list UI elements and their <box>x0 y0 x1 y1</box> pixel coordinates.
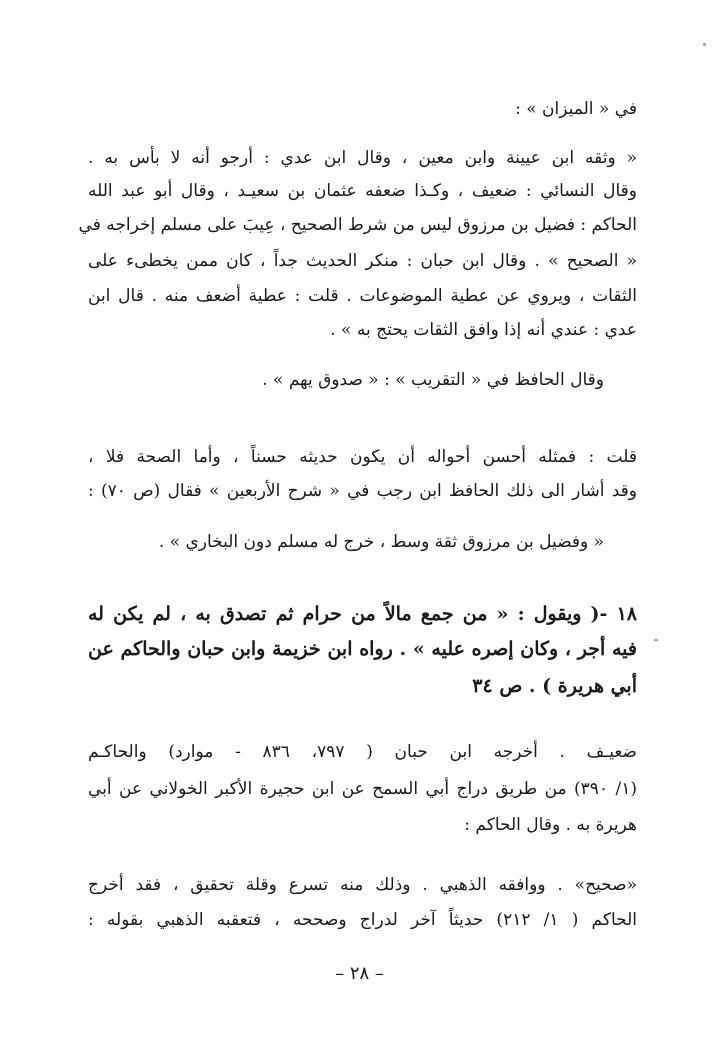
scan-speck-mark-2 <box>654 639 658 641</box>
text-line-5: « الصحيح » . وقال ابن حبان : منكر الحديث جداً ، كان ممن يخطىء على <box>88 251 637 271</box>
text-line-7: عدي : عندي أنه إذا وافق الثقات يحتج به » . <box>330 320 637 340</box>
text-line-12: ١٨ -( ويقول : « من جمع مالاً من حرام ثم تصدق به ، لم يكن له <box>88 603 637 625</box>
text-line-10: وقد أشار الى ذلك الحافظ ابن رجب في « شرح الأربعين » فقال (ص ٧٠) : <box>88 481 637 501</box>
text-line-2: « وثقه ابن عيينة وابن معين ، وقال ابن عدي : أرجو أنه لا بأس به . <box>88 148 637 168</box>
text-line-1: في « الميزان » : <box>515 99 637 119</box>
text-line-17: هريرة به . وقال الحاكم : <box>464 815 637 835</box>
text-line-13: فيه أجر ، وكان إصره عليه » . رواه ابن خزيمة وابن حبان والحاكم عن <box>88 638 637 660</box>
text-line-6: الثقات ، ويروي عن عطية الموضوعات . قلت : عطية أضعف منه . قال ابن <box>88 286 637 306</box>
text-line-4: الحاكم : فضيل بن مرزوق ليس من شرط الصحيح ، عِيبَ على مسلم إخراجه في <box>78 215 637 235</box>
text-line-14: أبي هريرة ) . ص ٣٤ <box>472 675 637 697</box>
text-line-16: (١/ ٣٩٠) من طريق دراج أبي السمح عن ابن حجيرة الأكبر الخولاني عن أبي <box>88 779 637 799</box>
scan-speck-mark <box>703 43 706 46</box>
text-line-3: وقال النسائي : ضعيف ، وكـذا ضعفه عثمان بن سعيـد ، وقال أبو عبد الله <box>88 181 637 201</box>
text-line-11: « وفضيل بن مرزوق ثقة وسط ، خرج له مسلم دون البخاري » . <box>158 532 604 552</box>
text-line-19: الحاكم ( ١/ ٢١٢) حديثاً آخر لدراج وصححه ، فتعقبه الذهبي بقوله : <box>88 910 638 930</box>
text-line-8: وقال الحافظ في « التقريب » : « صدوق يهم » . <box>262 370 604 390</box>
text-line-18: «صحيح» . ووافقه الذهبي . وذلك منه تسرع وقلة تحقيق ، فقد أخرج <box>88 875 637 895</box>
text-line-15: ضعيـف . أخرجه ابن حبان ( ٧٩٧، ٨٣٦ - موارد) والحاكـم <box>88 742 637 762</box>
page-number: – ٢٨ – <box>335 963 384 984</box>
text-line-9: قلت : فمثله أحسن أحواله أن يكون حديثه حسناً ، وأما الصحة فلا ، <box>88 447 637 467</box>
